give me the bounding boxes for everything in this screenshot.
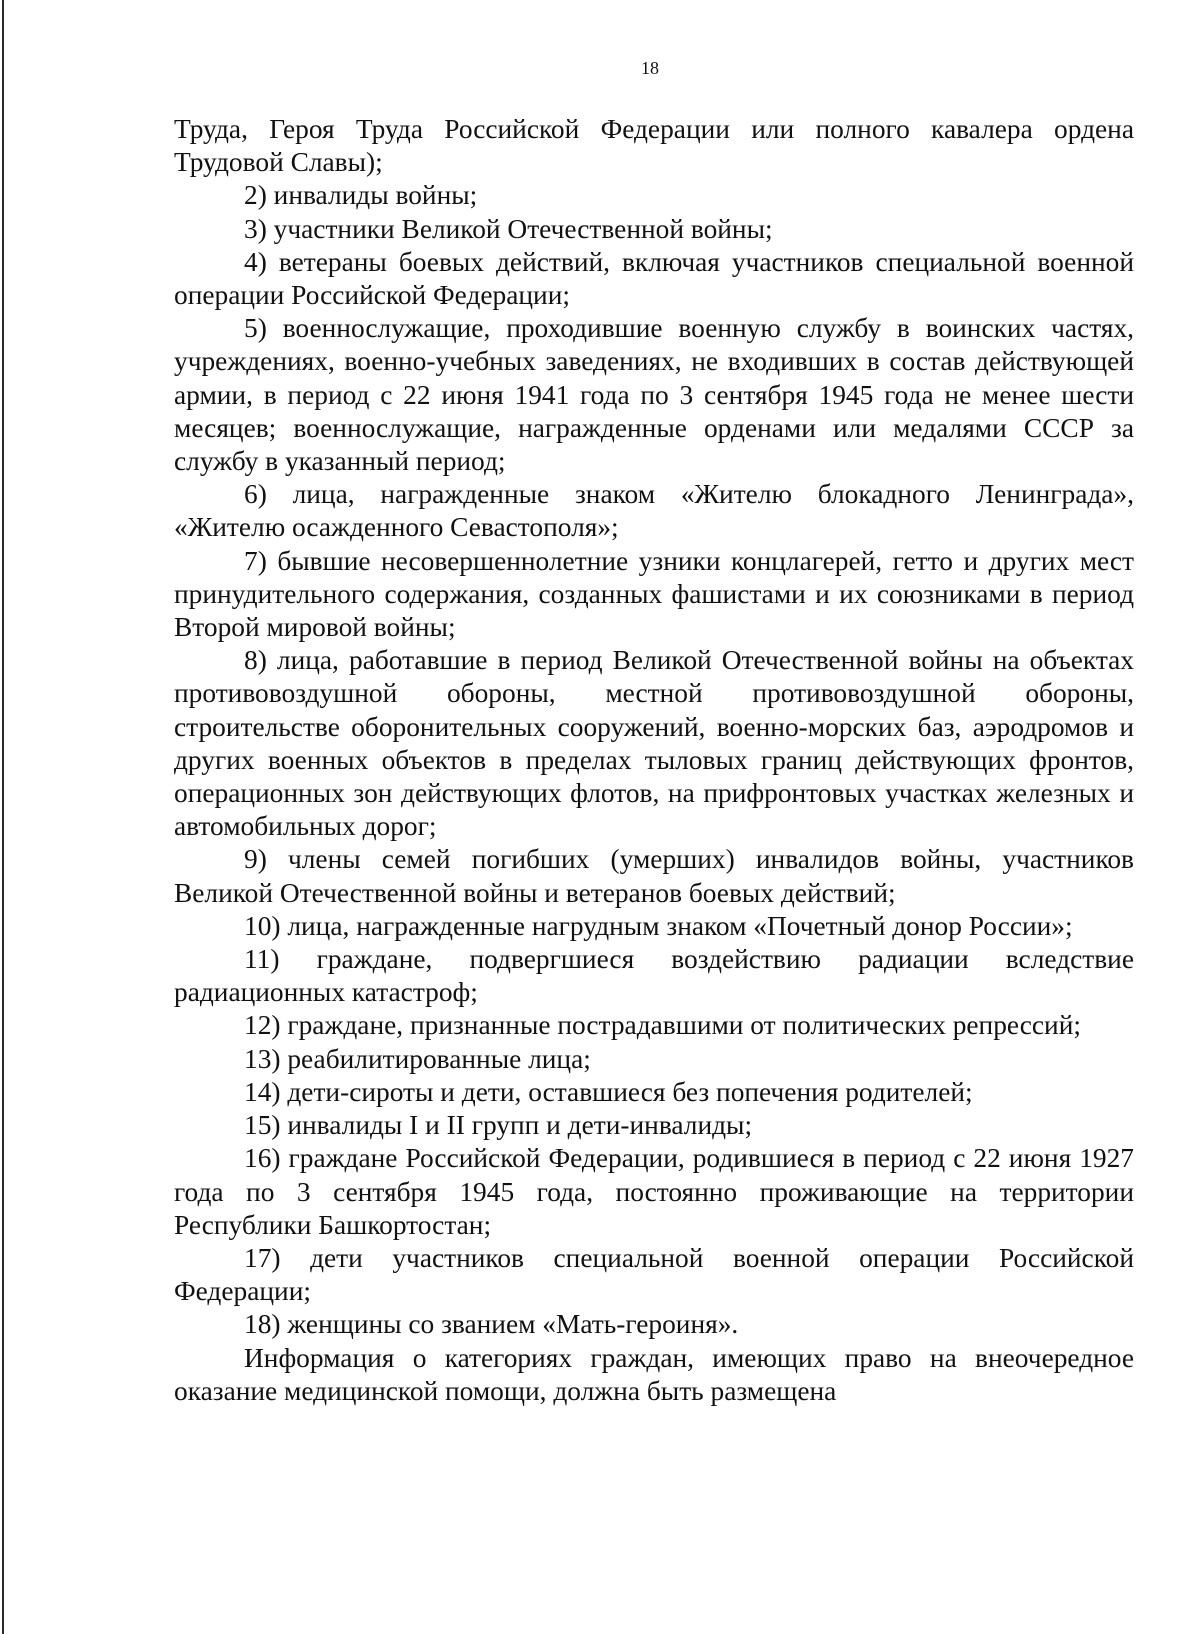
closing-paragraph: Информация о категориях граждан, имеющих право на внеочередное оказание медицинской помощи, должна быть размещена — [174, 1342, 1134, 1406]
list-item-16: 16) граждане Российской Федерации, родившиеся в период с 22 июня 1927 года по 3 сентября 1945 года, постоянно проживающие на территории Республики Башкортостан; — [174, 1143, 1134, 1240]
list-item-5: 5) военнослужащие, проходившие военную службу в воинских частях, учреждениях, военно-учебных заведениях, не входивших в состав действующей армии, в период с 22 июня 1941 года по 3 сентября 1945 года не менее шести месяцев; военнослужащие, награжденные орденами или медалями СССР за службу в указанный период; — [174, 313, 1134, 477]
list-item-13: 13) реабилитированные лица; — [244, 1043, 591, 1074]
document-body — [174, 113, 1134, 1408]
list-item-10: 10) лица, награжденные нагрудным знаком «Почетный донор России»; — [244, 910, 1073, 941]
list-item-2: 2) инвалиды войны; — [244, 180, 478, 211]
list-item-3: 3) участники Великой Отечественной войны; — [244, 213, 773, 244]
list-item-18: 18) женщины со званием «Мать-героиня». — [244, 1309, 739, 1340]
list-item-12: 12) граждане, признанные пострадавшими от политических репрессий; — [244, 1010, 1081, 1041]
list-item-6: 6) лица, награжденные знаком «Жителю блокадного Ленинграда», «Жителю осажденного Севастополя»; — [174, 479, 1134, 543]
list-item-9: 9) члены семей погибших (умерших) инвалидов войны, участников Великой Отечественной войны и ветеранов боевых действий; — [174, 844, 1134, 908]
list-item-4: 4) ветераны боевых действий, включая участников специальной военной операции Российской Федерации; — [174, 246, 1134, 311]
list-item-17: 17) дети участников специальной военной операции Российской Федерации; — [174, 1242, 1134, 1307]
page-number: 18 — [641, 58, 659, 78]
scan-edge-line — [2, 0, 4, 1634]
list-item-8: 8) лица, работавшие в период Великой Отечественной войны на объектах противовоздушной обороны, местной противовоздушной обороны, строительстве оборонительных сооружений, военно-морских баз, аэродромов и других военных объектов в пределах тыловых границ действующих фронтов, операционных зон действующих флотов, на прифронтовых участках железных и автомобильных дорог; — [174, 645, 1134, 842]
list-item-15: 15) инвалиды I и II групп и дети-инвалиды; — [244, 1110, 753, 1141]
list-item-7: 7) бывшие несовершеннолетние узники концлагерей, гетто и других мест принудительного содержания, созданных фашистами и их союзниками в период Второй мировой войны; — [174, 545, 1134, 643]
list-item-11: 11) граждане, подвергшиеся воздействию радиации вследствие радиационных катастроф; — [174, 944, 1134, 1008]
paragraph-continuation: Труда, Героя Труда Российской Федерации или полного кавалера ордена Трудовой Славы); — [174, 114, 1134, 178]
list-item-14: 14) дети-сироты и дети, оставшиеся без попечения родителей; — [244, 1076, 973, 1107]
